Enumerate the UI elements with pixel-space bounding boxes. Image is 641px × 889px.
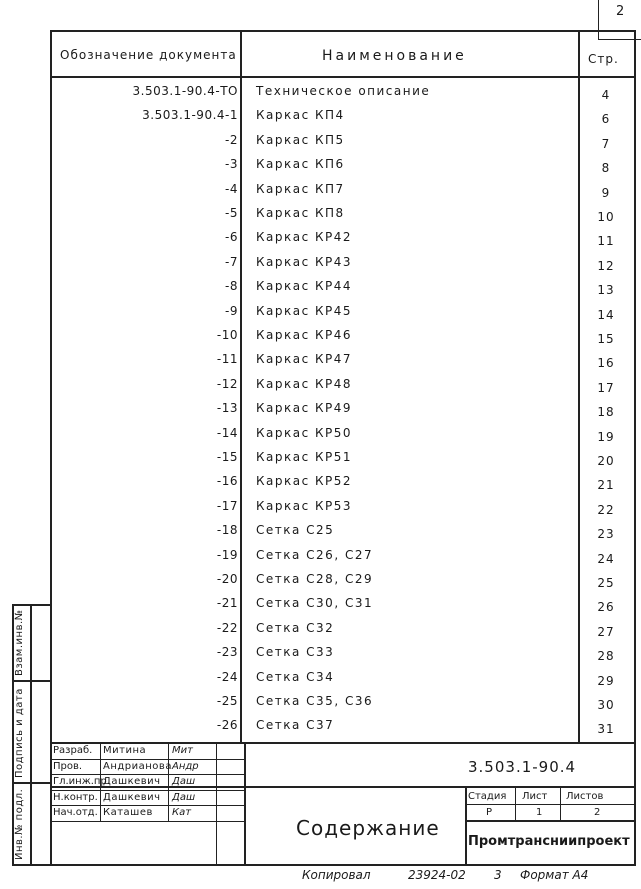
- row-page: 28: [597, 649, 615, 664]
- row-page: 16: [597, 356, 615, 371]
- row-code: -5: [225, 206, 238, 220]
- column-divider-code: [240, 30, 242, 742]
- row-name: Каркас КР47: [256, 352, 353, 367]
- tb-row-line: [52, 790, 244, 791]
- header-code: Обозначение документа: [60, 48, 237, 62]
- row-code: -12: [216, 376, 238, 391]
- row-page: 11: [597, 234, 615, 249]
- row-code: -6: [225, 230, 238, 245]
- row-page: 25: [597, 576, 615, 590]
- row-code: -7: [225, 254, 238, 269]
- row-code: 3.503.1-90.4-1: [142, 108, 238, 123]
- row-name: Каркас КР45: [256, 303, 353, 318]
- tb-row-line: [52, 821, 244, 822]
- row-name: Каркас КР46: [256, 328, 353, 342]
- title-block-top: [52, 742, 636, 744]
- tb-row-line: [52, 774, 244, 775]
- sheet-label: Лист: [522, 791, 548, 802]
- row-name: Каркас КР43: [256, 254, 353, 269]
- footer-format: Формат А4: [520, 868, 589, 882]
- row-code: -2: [225, 132, 238, 147]
- side-strip-right: [30, 604, 32, 864]
- row-code: -11: [216, 352, 238, 367]
- tb-col-sig: [216, 742, 217, 866]
- row-code: -22: [216, 620, 238, 635]
- side-strip-div1: [12, 680, 50, 682]
- row-name: Каркас КР52: [256, 474, 353, 489]
- row-code: -3: [225, 157, 238, 172]
- row-page: 24: [597, 551, 615, 566]
- row-page: 12: [597, 258, 615, 273]
- row-name: Каркас КП6: [256, 157, 345, 172]
- row-code: -13: [216, 401, 238, 416]
- row-page: 22: [597, 502, 615, 517]
- row-name: Каркас КР42: [256, 230, 353, 245]
- row-name: Сетка С35, С36: [256, 694, 374, 708]
- row-page: 31: [597, 722, 615, 737]
- tb-person-name: Дашкевич: [103, 791, 161, 803]
- row-code: -10: [216, 328, 238, 342]
- tb-role: Н.контр.: [53, 791, 98, 803]
- tb-role: Разраб.: [53, 745, 93, 756]
- row-name: Каркас КП7: [256, 181, 345, 196]
- side-label-inv-no: Инв.№ подл.: [14, 788, 25, 860]
- footer-copied: Копировал: [302, 868, 371, 882]
- tb-person-name: Андрианова: [103, 760, 172, 772]
- row-name: Каркас КР51: [256, 450, 353, 464]
- row-code: -23: [216, 645, 238, 660]
- row-page: 8: [601, 161, 611, 176]
- sheet-value: 1: [536, 807, 543, 818]
- organization: Промтрансниипроект: [468, 834, 630, 849]
- row-page: 4: [601, 88, 611, 102]
- row-name: Сетка С30, С31: [256, 596, 374, 611]
- side-strip-bottom: [12, 864, 50, 866]
- title-block-doc-code: 3.503.1-90.4: [468, 758, 577, 776]
- tb-role: Гл.инж.пр.: [53, 776, 110, 788]
- row-name: Каркас КР44: [256, 279, 353, 294]
- row-page: 26: [597, 600, 615, 615]
- row-code: 3.503.1-90.4-ТО: [132, 84, 238, 98]
- tb-row-line: [52, 805, 244, 806]
- row-page: 30: [597, 698, 615, 712]
- tb-signature: Даш: [172, 776, 196, 788]
- drawing-frame: [50, 30, 636, 866]
- row-name: Сетка С32: [256, 620, 335, 635]
- header-name: Наименование: [322, 48, 467, 64]
- tb-signature: Мит: [172, 745, 193, 756]
- row-page: 27: [597, 624, 615, 639]
- row-page: 9: [601, 185, 611, 200]
- tb-col-name: [168, 742, 169, 822]
- tb-row-line: [52, 759, 244, 760]
- side-strip-top: [12, 604, 50, 606]
- title-block-title: Содержание: [296, 816, 440, 840]
- row-name: Сетка С26, С27: [256, 547, 374, 562]
- row-page: 17: [597, 380, 615, 395]
- row-code: -8: [225, 279, 238, 294]
- side-label-sign-date: Подпись и дата: [14, 688, 25, 778]
- row-code: -26: [216, 718, 238, 733]
- row-name: Каркас КП8: [256, 206, 345, 220]
- tb-stage-row: [465, 820, 636, 822]
- tb-signature: Андр: [172, 760, 199, 772]
- row-name: Каркас КР49: [256, 401, 353, 416]
- tb-col-stage: [465, 786, 467, 866]
- row-page: 18: [597, 405, 615, 420]
- row-code: -15: [216, 450, 238, 464]
- tb-role: Пров.: [53, 760, 83, 772]
- tb-person-name: Каташев: [103, 807, 153, 819]
- header-page: Стр.: [588, 52, 619, 66]
- tb-stage-head: [465, 804, 636, 805]
- side-strip-div2: [12, 782, 50, 784]
- tb-col-sheets: [560, 786, 561, 820]
- row-name: Каркас КП5: [256, 132, 345, 147]
- row-code: -9: [225, 303, 238, 318]
- row-code: -24: [216, 669, 238, 684]
- row-page: 29: [597, 673, 615, 688]
- row-page: 21: [597, 478, 615, 493]
- stage-value: Р: [486, 807, 493, 818]
- row-code: -21: [216, 596, 238, 611]
- side-label-replace-inv: Взам.инв.№: [14, 609, 25, 676]
- row-page: 20: [597, 454, 615, 468]
- row-name: Сетка С33: [256, 645, 335, 660]
- row-code: -17: [216, 498, 238, 513]
- row-page: 7: [601, 136, 611, 151]
- row-name: Каркас КР50: [256, 425, 353, 440]
- tb-role: Нач.отд.: [53, 807, 98, 819]
- row-name: Каркас КР53: [256, 498, 353, 513]
- row-name: Сетка С28, С29: [256, 572, 374, 586]
- tb-signature: Даш: [172, 791, 196, 803]
- sheets-value: 2: [594, 807, 601, 818]
- row-page: 19: [597, 429, 615, 444]
- row-name: Каркас КП4: [256, 108, 345, 123]
- row-code: -18: [216, 523, 238, 538]
- row-code: -19: [216, 547, 238, 562]
- row-name: Сетка С34: [256, 669, 335, 684]
- tb-person-name: Митина: [103, 745, 147, 756]
- stage-label: Стадия: [468, 791, 507, 802]
- row-page: 15: [597, 332, 615, 346]
- row-page: 10: [597, 210, 615, 224]
- footer-order: 23924-02: [408, 868, 466, 882]
- row-code: -20: [216, 572, 238, 586]
- tb-col-sheet: [515, 786, 516, 820]
- sheets-label: Листов: [566, 791, 604, 802]
- row-name: Каркас КР48: [256, 376, 353, 391]
- row-code: -4: [225, 181, 238, 196]
- row-page: 13: [597, 283, 615, 298]
- tb-signature: Кат: [172, 807, 192, 819]
- row-code: -14: [216, 425, 238, 440]
- row-code: -25: [216, 694, 238, 708]
- tb-col-main: [244, 742, 246, 866]
- header-divider: [52, 76, 636, 78]
- row-name: Техническое описание: [256, 84, 431, 98]
- row-page: 23: [597, 527, 615, 542]
- row-page: 6: [601, 112, 611, 127]
- row-code: -16: [216, 474, 238, 489]
- corner-sheet-number: 2: [616, 4, 626, 19]
- footer-sheet-number: 3: [494, 868, 502, 882]
- row-page: 14: [597, 307, 615, 322]
- tb-person-name: Дашкевич: [103, 776, 161, 788]
- row-name: Сетка С25: [256, 523, 335, 538]
- row-name: Сетка С37: [256, 718, 335, 733]
